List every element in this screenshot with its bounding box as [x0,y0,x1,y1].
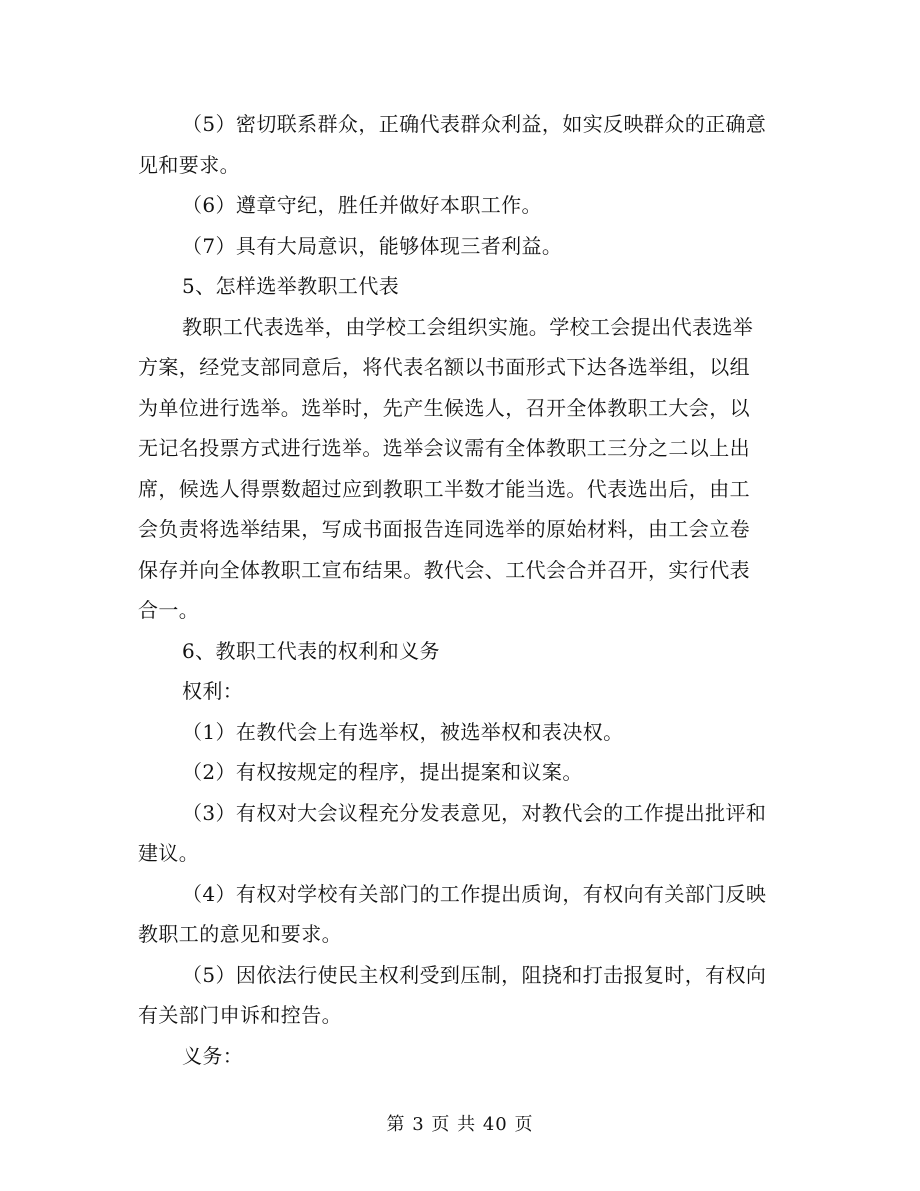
text-line: 6、教职工代表的权利和义务 [182,638,440,663]
text-line: （5）密切联系群众，正确代表群众利益，如实反映群众的正确意 [182,112,767,136]
text-line: 为单位进行选举。选举时，先产生候选人，召开全体教职工大会，以 [138,395,750,420]
text-line: 义务： [182,1043,244,1068]
text-line: 保存并向全体教职工宣布结果。教代会、工代会合并召开，实行代表 [138,557,750,582]
text-line: 教职工代表选举，由学校工会组织实施。学校工会提出代表选举 [182,314,754,339]
text-line: （3）有权对大会议程充分发表意见，对教代会的工作提出批评和 [182,800,767,825]
text-line: 教职工的意见和要求。 [138,922,342,946]
page-footer: 第 3 页 共 40 页 [386,1114,534,1135]
text-line: 会负责将选举结果，写成书面报告连同选举的原始材料，由工会立卷 [138,517,750,541]
text-line: （4）有权对学校有关部门的工作提出质询，有权向有关部门反映 [182,881,767,906]
text-line: （2）有权按规定的程序，提出提案和议案。 [182,760,583,784]
text-line: 席，候选人得票数超过应到教职工半数才能当选。代表选出后，由工 [138,476,750,501]
text-line: （1）在教代会上有选举权，被选举权和表决权。 [182,719,624,744]
text-line: 建议。 [138,841,200,865]
text-line: 方案，经党支部同意后，将代表名额以书面形式下达各选举组，以组 [138,355,750,379]
text-line: 无记名投票方式进行选举。选举会议需有全体教职工三分之二以上出 [138,436,750,460]
text-line: （7）具有大局意识，能够体现三者利益。 [182,233,563,258]
text-line: （5）因依法行使民主权利受到压制，阻挠和打击报复时，有权向 [182,962,767,987]
text-line: 权利： [182,679,244,703]
document-body [138,104,788,1076]
text-line: 合一。 [138,598,200,622]
text-line: 5、怎样选举教职工代表 [182,274,400,298]
text-line: 见和要求。 [138,152,240,177]
text-line: 有关部门申诉和控告。 [138,1003,342,1027]
text-line: （6）遵章守纪，胜任并做好本职工作。 [182,193,542,217]
